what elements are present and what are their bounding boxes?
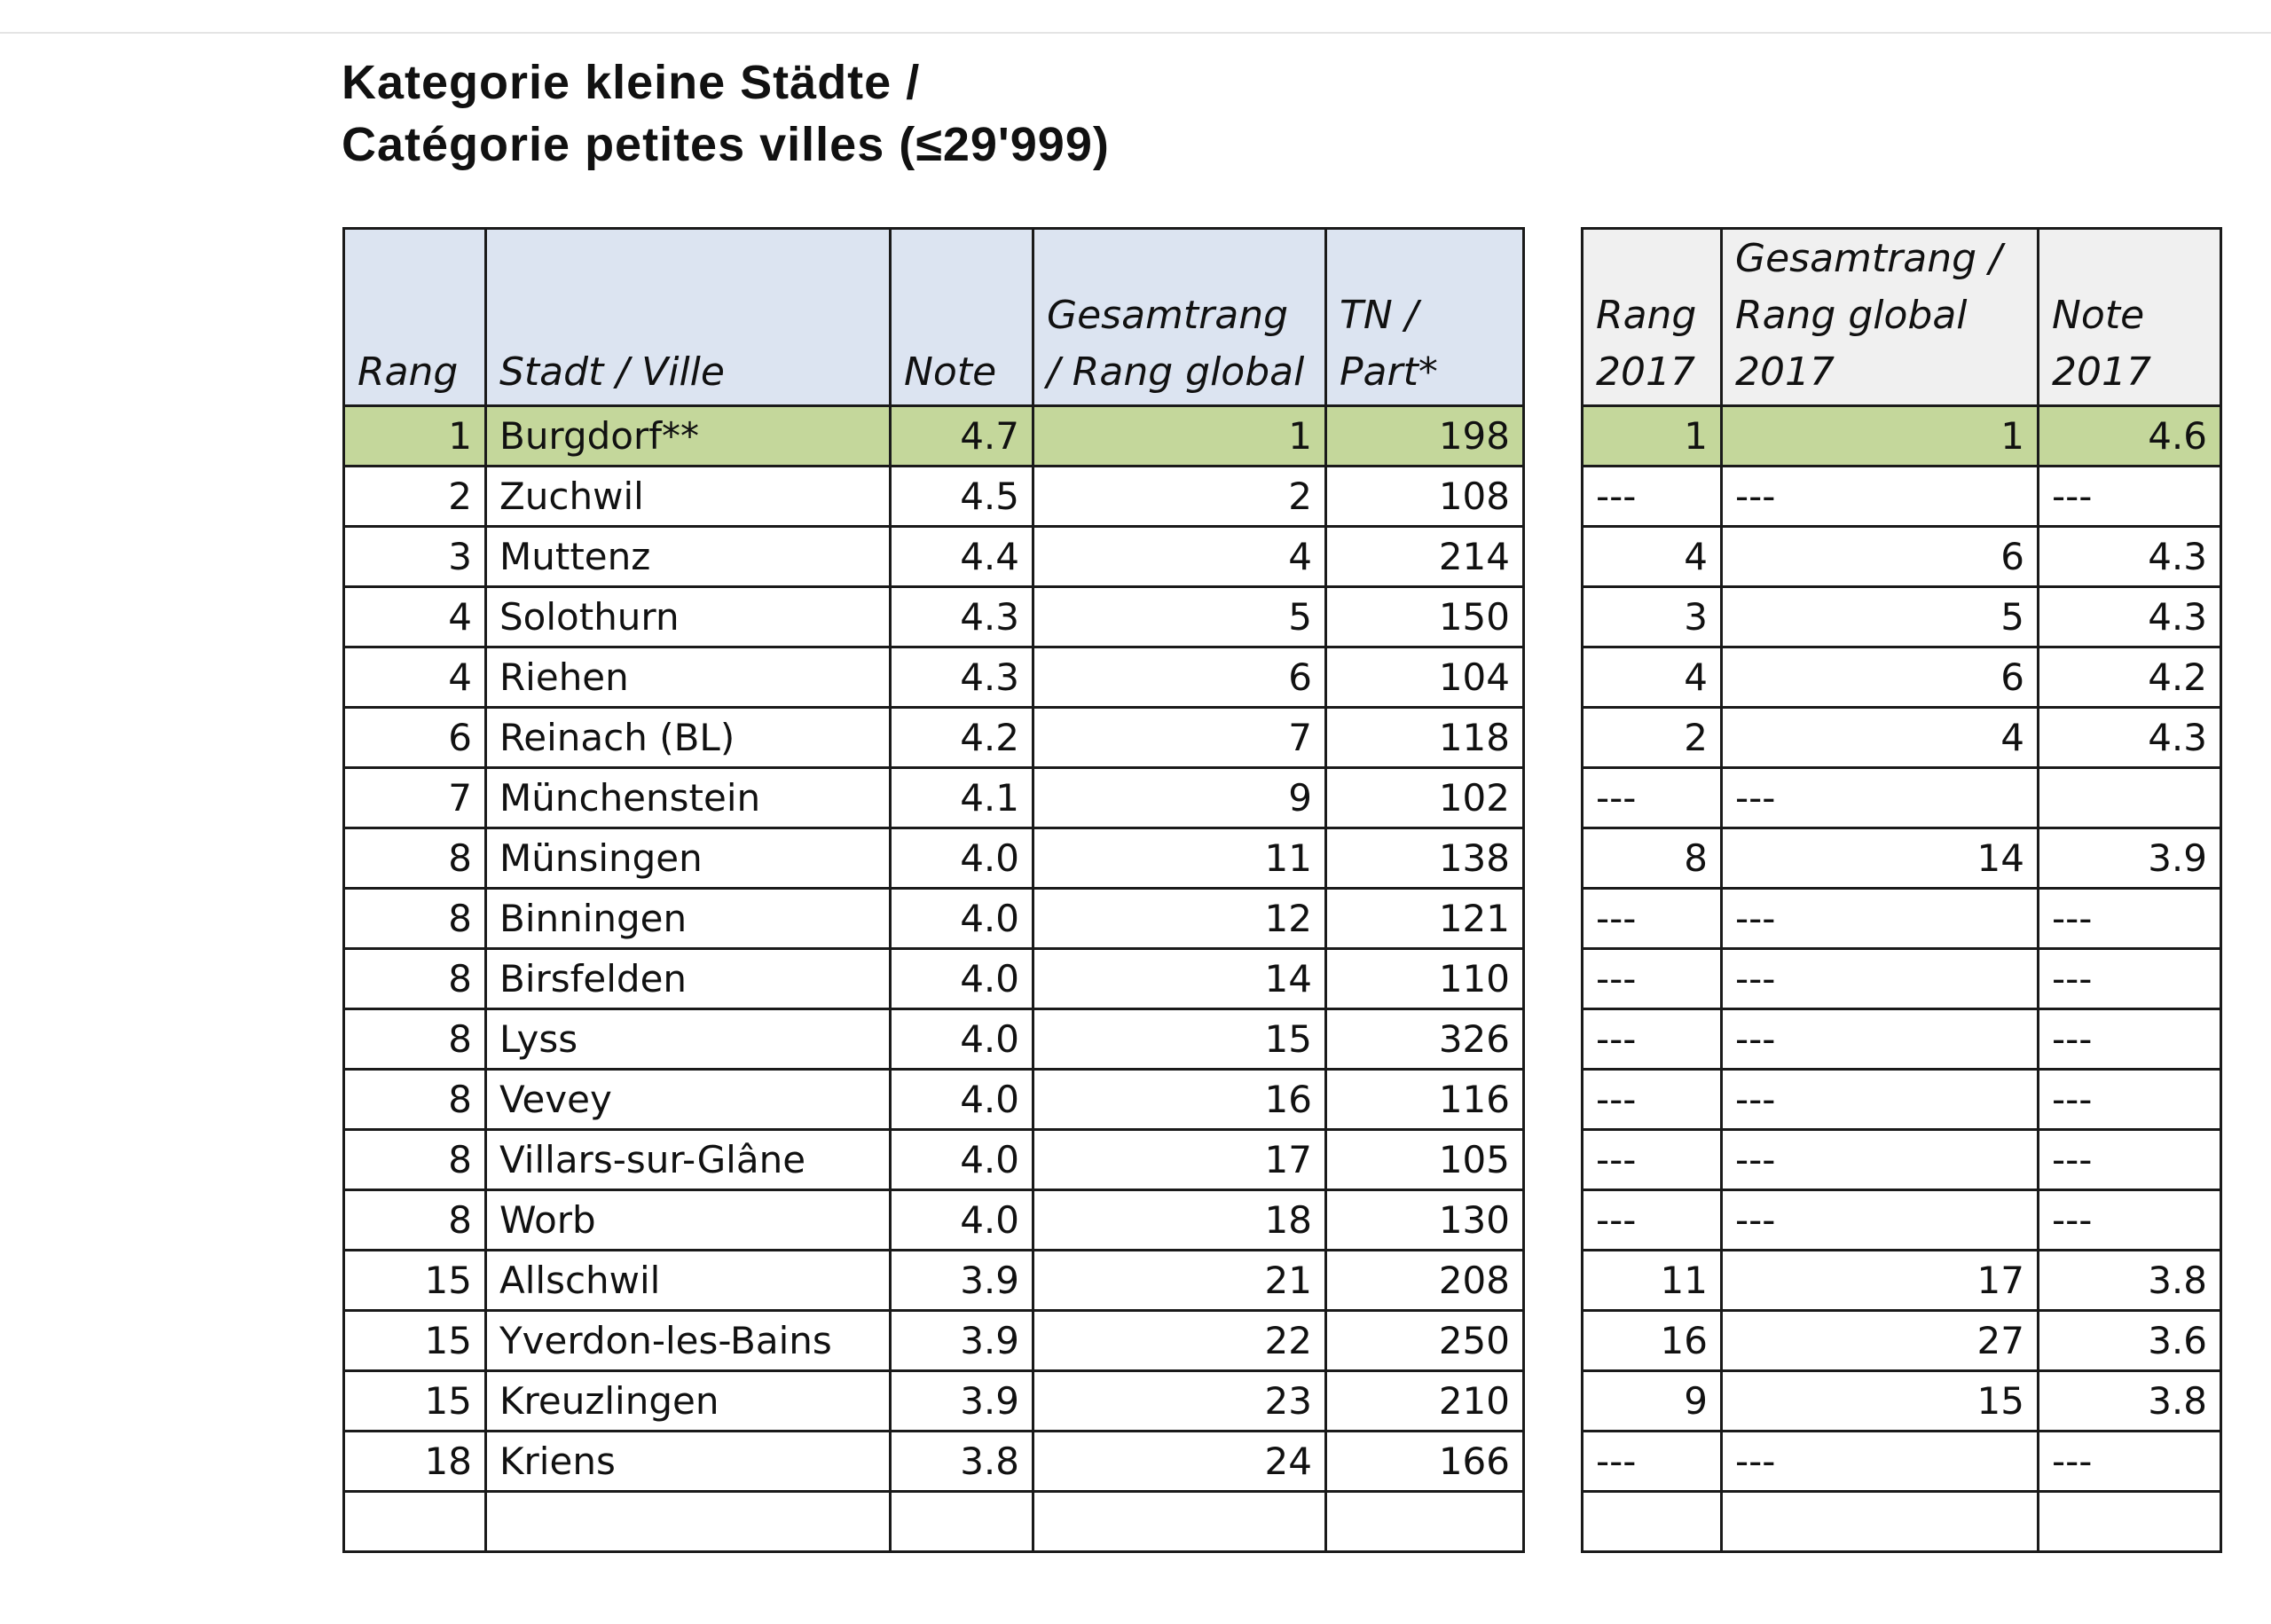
prev-cell [2039, 768, 2221, 828]
table-row [1583, 1009, 2221, 1070]
prev-cell: --- [1722, 1009, 2039, 1070]
table-row [1583, 768, 2221, 828]
table-row [344, 1130, 1524, 1190]
ranking-table [342, 227, 1525, 1553]
main-header-cell: Note [891, 229, 1033, 406]
prev-cell: --- [2039, 949, 2221, 1009]
prev-cell: --- [1722, 1432, 2039, 1492]
table-row [344, 828, 1524, 889]
prev-cell [1722, 1492, 2039, 1552]
prev-cell: 4.2 [2039, 647, 2221, 708]
table-row [1583, 949, 2221, 1009]
table-row [1583, 1432, 2221, 1492]
table-row [344, 1432, 1524, 1492]
prev-cell: 4 [1583, 647, 1722, 708]
main-cell: Burgdorf** [486, 406, 891, 467]
main-cell: 9 [1033, 768, 1326, 828]
main-cell: 17 [1033, 1130, 1326, 1190]
main-cell: Kreuzlingen [486, 1371, 891, 1432]
prev-cell: --- [2039, 1432, 2221, 1492]
ranking-2017-table [1581, 227, 2222, 1553]
prev-cell: --- [1722, 1070, 2039, 1130]
prev-cell: 16 [1583, 1311, 1722, 1371]
main-cell: 21 [1033, 1251, 1326, 1311]
prev-cell: 5 [1722, 587, 2039, 647]
main-cell: 4.0 [891, 828, 1033, 889]
main-cell: 22 [1033, 1311, 1326, 1371]
prev-cell [1583, 1492, 1722, 1552]
table-row [344, 949, 1524, 1009]
prev-cell: 4 [1583, 527, 1722, 587]
prev-cell: --- [2039, 1190, 2221, 1251]
main-cell: 6 [1033, 647, 1326, 708]
main-header-cell: TN / Part* [1326, 229, 1524, 406]
main-cell: 4 [344, 647, 486, 708]
main-cell: 4.2 [891, 708, 1033, 768]
main-cell: 2 [344, 467, 486, 527]
main-cell: 15 [1033, 1009, 1326, 1070]
main-cell: Kriens [486, 1432, 891, 1492]
main-cell: 7 [344, 768, 486, 828]
prev-cell: --- [1722, 467, 2039, 527]
main-cell: Lyss [486, 1009, 891, 1070]
main-cell: Birsfelden [486, 949, 891, 1009]
main-cell: 16 [1033, 1070, 1326, 1130]
table-row [344, 527, 1524, 587]
main-cell: Allschwil [486, 1251, 891, 1311]
main-cell: 4 [344, 587, 486, 647]
table-row [344, 647, 1524, 708]
main-cell: 1 [1033, 406, 1326, 467]
main-cell: 3.9 [891, 1371, 1033, 1432]
prev-cell: --- [2039, 1130, 2221, 1190]
main-cell: 8 [344, 828, 486, 889]
prev-cell: --- [1722, 1190, 2039, 1251]
main-cell: 102 [1326, 768, 1524, 828]
main-cell: 198 [1326, 406, 1524, 467]
prev-cell: 6 [1722, 647, 2039, 708]
prev-cell: --- [1583, 889, 1722, 949]
table-row [344, 1492, 1524, 1552]
main-cell: 7 [1033, 708, 1326, 768]
main-cell: Villars-sur-Glâne [486, 1130, 891, 1190]
prev-cell: --- [1583, 1432, 1722, 1492]
prev-cell: --- [1583, 1070, 1722, 1130]
table-row [344, 768, 1524, 828]
prev-cell: 2 [1583, 708, 1722, 768]
main-cell: 14 [1033, 949, 1326, 1009]
main-cell: 4.0 [891, 1130, 1033, 1190]
prev-cell: 8 [1583, 828, 1722, 889]
prev-cell: --- [1583, 1009, 1722, 1070]
main-cell: Münsingen [486, 828, 891, 889]
main-cell: 8 [344, 1190, 486, 1251]
prev-cell: 11 [1583, 1251, 1722, 1311]
title-line-1: Kategorie kleine Städte / [342, 56, 921, 109]
main-cell: 24 [1033, 1432, 1326, 1492]
main-cell: 4.0 [891, 949, 1033, 1009]
main-cell: 110 [1326, 949, 1524, 1009]
main-cell: 130 [1326, 1190, 1524, 1251]
main-cell: 15 [344, 1311, 486, 1371]
table-row [1583, 1070, 2221, 1130]
table-row [1583, 1311, 2221, 1371]
main-cell: 105 [1326, 1130, 1524, 1190]
prev-header-cell: Rang 2017 [1583, 229, 1722, 406]
prev-cell: 6 [1722, 527, 2039, 587]
main-cell: 15 [344, 1371, 486, 1432]
table-row [344, 1371, 1524, 1432]
main-cell: 2 [1033, 467, 1326, 527]
main-cell: Zuchwil [486, 467, 891, 527]
prev-cell: 17 [1722, 1251, 2039, 1311]
prev-header-cell: Note 2017 [2039, 229, 2221, 406]
prev-header-cell: Gesamtrang / Rang global 2017 [1722, 229, 2039, 406]
table-row [1583, 467, 2221, 527]
main-cell [1326, 1492, 1524, 1552]
main-cell: 1 [344, 406, 486, 467]
main-cell: 8 [344, 1009, 486, 1070]
table-row [1583, 406, 2221, 467]
table-row [1583, 1130, 2221, 1190]
table-row [1583, 828, 2221, 889]
prev-cell: --- [1722, 949, 2039, 1009]
prev-cell: 4 [1722, 708, 2039, 768]
main-cell: 8 [344, 949, 486, 1009]
prev-cell: --- [1583, 1190, 1722, 1251]
prev-cell: --- [1722, 889, 2039, 949]
main-cell: 4.3 [891, 647, 1033, 708]
ranking-table-header [344, 229, 1524, 406]
main-cell: 118 [1326, 708, 1524, 768]
table-row [344, 1070, 1524, 1130]
prev-cell [2039, 1492, 2221, 1552]
main-cell: Binningen [486, 889, 891, 949]
main-cell: 3.9 [891, 1251, 1033, 1311]
table-row [1583, 708, 2221, 768]
main-cell: 8 [344, 889, 486, 949]
prev-cell: 1 [1583, 406, 1722, 467]
main-cell: 250 [1326, 1311, 1524, 1371]
prev-cell: 3.8 [2039, 1371, 2221, 1432]
prev-cell: --- [2039, 467, 2221, 527]
main-header-cell: Stadt / Ville [486, 229, 891, 406]
main-cell: 18 [344, 1432, 486, 1492]
table-row [344, 889, 1524, 949]
main-cell: 108 [1326, 467, 1524, 527]
main-cell: Reinach (BL) [486, 708, 891, 768]
main-cell: 116 [1326, 1070, 1524, 1130]
table-row [344, 1311, 1524, 1371]
table-row [344, 467, 1524, 527]
prev-cell: 3.8 [2039, 1251, 2221, 1311]
page-title [342, 51, 1110, 176]
prev-cell: 4.3 [2039, 708, 2221, 768]
prev-cell: --- [1583, 768, 1722, 828]
main-cell: 8 [344, 1070, 486, 1130]
main-cell: 4.5 [891, 467, 1033, 527]
main-cell: 138 [1326, 828, 1524, 889]
prev-cell: 3.9 [2039, 828, 2221, 889]
prev-cell: 3 [1583, 587, 1722, 647]
main-cell: 4.1 [891, 768, 1033, 828]
prev-cell: 3.6 [2039, 1311, 2221, 1371]
main-cell: 11 [1033, 828, 1326, 889]
main-cell: 326 [1326, 1009, 1524, 1070]
main-cell: 15 [344, 1251, 486, 1311]
table-row [344, 406, 1524, 467]
table-row [344, 1009, 1524, 1070]
main-cell: 4.7 [891, 406, 1033, 467]
prev-cell: 14 [1722, 828, 2039, 889]
prev-cell: --- [1583, 949, 1722, 1009]
main-cell: 4.4 [891, 527, 1033, 587]
main-cell: 4.0 [891, 889, 1033, 949]
prev-cell: --- [1583, 467, 1722, 527]
prev-cell: 15 [1722, 1371, 2039, 1432]
prev-cell: --- [2039, 1070, 2221, 1130]
main-cell: Vevey [486, 1070, 891, 1130]
main-cell: Riehen [486, 647, 891, 708]
table-row [1583, 1190, 2221, 1251]
table-row [344, 587, 1524, 647]
table-row [1583, 647, 2221, 708]
prev-cell: 1 [1722, 406, 2039, 467]
table-row [1583, 527, 2221, 587]
prev-cell: --- [1722, 768, 2039, 828]
prev-cell: 9 [1583, 1371, 1722, 1432]
main-cell: 150 [1326, 587, 1524, 647]
main-cell: Solothurn [486, 587, 891, 647]
main-cell: 4.0 [891, 1190, 1033, 1251]
main-cell: 8 [344, 1130, 486, 1190]
prev-cell: 4.3 [2039, 587, 2221, 647]
table-row [344, 708, 1524, 768]
main-cell: 104 [1326, 647, 1524, 708]
prev-cell: --- [2039, 1009, 2221, 1070]
main-cell: 4 [1033, 527, 1326, 587]
prev-cell: --- [1583, 1130, 1722, 1190]
main-cell [1033, 1492, 1326, 1552]
main-cell [486, 1492, 891, 1552]
prev-cell: 27 [1722, 1311, 2039, 1371]
prev-cell: 4.6 [2039, 406, 2221, 467]
main-cell: 3.9 [891, 1311, 1033, 1371]
ranking-2017-table-header [1583, 229, 2221, 406]
main-cell: 4.3 [891, 587, 1033, 647]
prev-cell: 4.3 [2039, 527, 2221, 587]
main-cell: 5 [1033, 587, 1326, 647]
main-cell: 18 [1033, 1190, 1326, 1251]
main-cell: 208 [1326, 1251, 1524, 1311]
main-cell: 210 [1326, 1371, 1524, 1432]
top-divider [0, 32, 2271, 34]
table-row [1583, 889, 2221, 949]
main-cell: 214 [1326, 527, 1524, 587]
table-row [1583, 1371, 2221, 1432]
table-row [344, 1251, 1524, 1311]
prev-cell: --- [1722, 1130, 2039, 1190]
main-cell: 121 [1326, 889, 1524, 949]
table-row [1583, 1492, 2221, 1552]
table-row [1583, 587, 2221, 647]
main-cell: Yverdon-les-Bains [486, 1311, 891, 1371]
main-cell: 23 [1033, 1371, 1326, 1432]
main-cell: 4.0 [891, 1070, 1033, 1130]
main-cell: 6 [344, 708, 486, 768]
main-cell [344, 1492, 486, 1552]
prev-cell: --- [2039, 889, 2221, 949]
title-line-2: Catégorie petites villes (≤29'999) [342, 118, 1110, 171]
main-cell [891, 1492, 1033, 1552]
main-cell: 3.8 [891, 1432, 1033, 1492]
main-cell: Muttenz [486, 527, 891, 587]
main-cell: Worb [486, 1190, 891, 1251]
main-header-cell: Gesamtrang / Rang global [1033, 229, 1326, 406]
table-row [344, 1190, 1524, 1251]
main-cell: 12 [1033, 889, 1326, 949]
table-row [1583, 1251, 2221, 1311]
main-cell: 4.0 [891, 1009, 1033, 1070]
main-cell: Münchenstein [486, 768, 891, 828]
main-header-cell: Rang [344, 229, 486, 406]
main-cell: 166 [1326, 1432, 1524, 1492]
main-cell: 3 [344, 527, 486, 587]
